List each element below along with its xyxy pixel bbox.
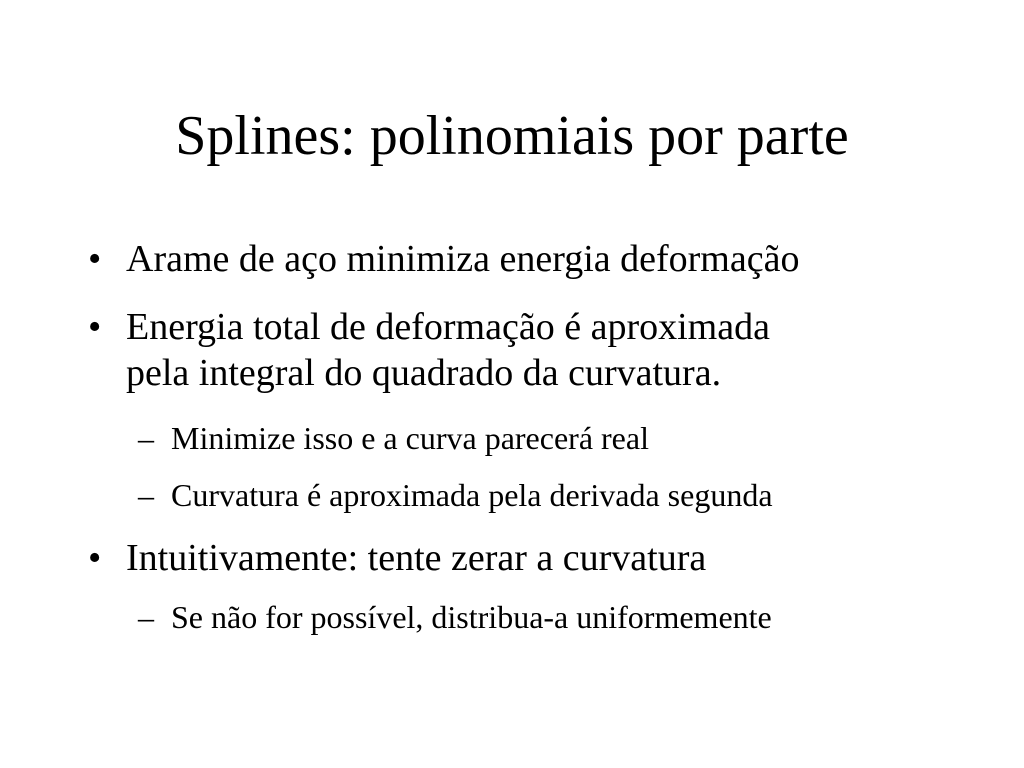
subbullet-marker: –	[138, 477, 154, 513]
bullet-text	[126, 236, 799, 282]
bullet-line: Intuitivamente: tente zerar a curvatura	[126, 537, 707, 579]
bullet-line: Energia total de deformação é aproximada	[126, 306, 770, 348]
bullet-text	[126, 304, 770, 396]
bullet-line: pela integral do quadrado da curvatura.	[126, 352, 722, 394]
subbullet-marker: –	[138, 420, 154, 456]
slide-title: Splines: polinomiais por parte	[175, 105, 849, 167]
subbullet-marker: –	[138, 599, 154, 635]
bullet-marker: •	[88, 537, 102, 579]
bullet-marker: •	[88, 238, 102, 280]
bullet-marker: •	[88, 306, 102, 348]
subbullet-text: Minimize isso e a curva parecerá real	[171, 420, 649, 456]
bullet-text	[126, 535, 706, 581]
subbullet-text: Curvatura é aproximada pela derivada segunda	[171, 477, 773, 513]
subbullet-text: Se não for possível, distribua-a uniformemente	[171, 599, 772, 635]
bullet-line: Arame de aço minimiza energia deformação	[126, 238, 800, 280]
